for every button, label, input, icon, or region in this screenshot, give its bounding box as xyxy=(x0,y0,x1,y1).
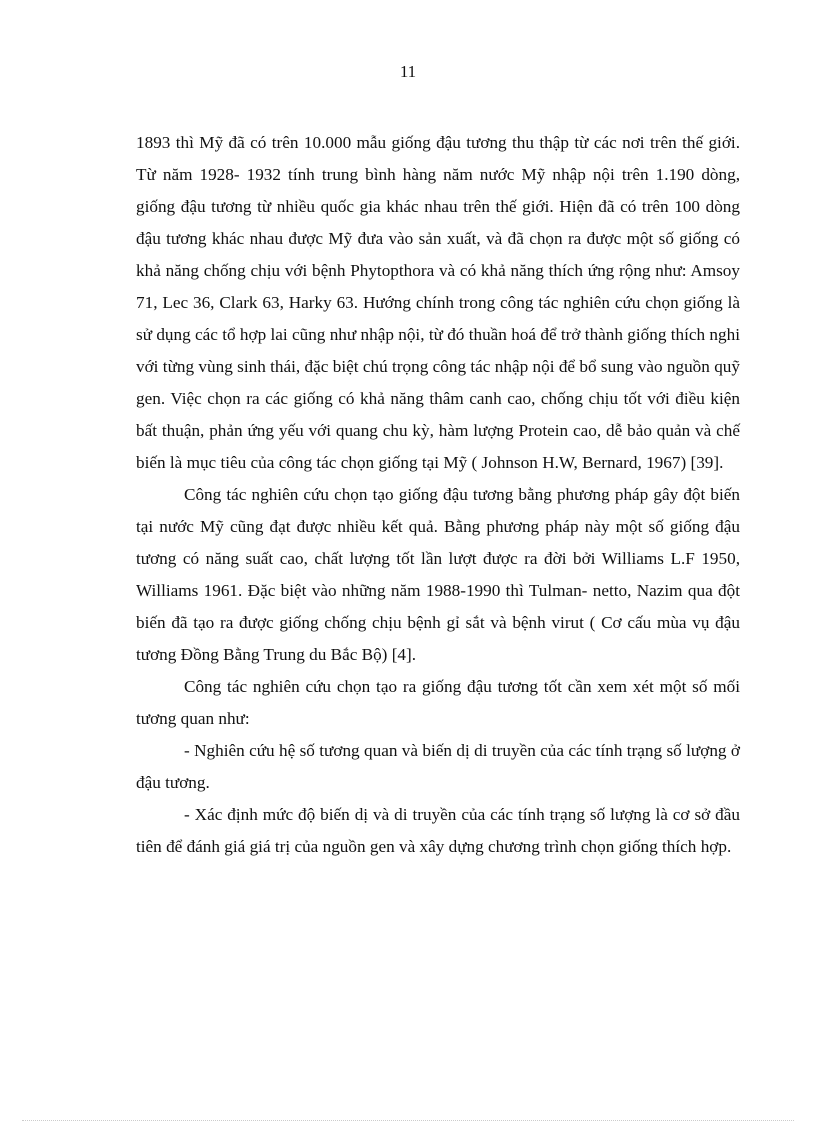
paragraph-5: - Xác định mức độ biến dị và di truyền của các tính trạng số lượng là cơ sở đầu tiên để đánh giá giá trị của nguồn gen và xây dựng chương trình chọn giống thích hợp. xyxy=(136,805,740,856)
paragraph-3: Công tác nghiên cứu chọn tạo ra giống đậu tương tốt cần xem xét một số mối tương quan như: xyxy=(136,677,740,728)
page-number: 11 xyxy=(399,62,417,81)
paragraph-1: 1893 thì Mỹ đã có trên 10.000 mẫu giống đậu tương thu thập từ các nơi trên thế giới. Từ năm 1928- 1932 tính trung bình hàng năm nước Mỹ nhập nội trên 1.190 dòng, giống đậu tương từ nhiều quốc gia khác nhau trên thế giới. Hiện đã có trên 100 dòng đậu tương khác nhau được Mỹ đưa vào sản xuất, và đã chọn ra được một số giống có khả năng chống chịu với bệnh Phytopthora và có khả năng thích ứng rộng như: Amsoy 71, Lec 36, Clark 63, Harky 63. Hướng chính trong công tác nghiên cứu chọn giống là sử dụng các tổ hợp lai cũng như nhập nội, từ đó thuần hoá để trở thành giống thích nghi với từng vùng sinh thái, đặc biệt chú trọng công tác nhập nội để bổ sung vào nguồn quỹ gen. Việc chọn ra các giống có khả năng thâm canh cao, chống chịu tốt với điều kiện bất thuận, phản ứng yếu với quang chu kỳ, hàm lượng Protein cao, dễ bảo quản và chế biến là mục tiêu của công tác chọn giống tại Mỹ ( Johnson H.W, Bernard, 1967) [39]. xyxy=(136,133,740,472)
paragraph-4: - Nghiên cứu hệ số tương quan và biến dị di truyền của các tính trạng số lượng ở đậu tương. xyxy=(136,741,740,792)
document-body xyxy=(136,127,740,863)
page-bottom-rule xyxy=(22,1120,794,1121)
paragraph-2: Công tác nghiên cứu chọn tạo giống đậu tương bằng phương pháp gây đột biến tại nước Mỹ cũng đạt được nhiều kết quả. Bằng phương pháp này một số giống đậu tương có năng suất cao, chất lượng tốt lần lượt được ra đời bởi Williams L.F 1950, Williams 1961. Đặc biệt vào những năm 1988-1990 thì Tulman- netto, Nazim qua đột biến đã tạo ra được giống chống chịu bệnh gỉ sắt và bệnh virut ( Cơ cấu mùa vụ đậu tương Đồng Bằng Trung du Bắc Bộ) [4]. xyxy=(136,485,740,664)
